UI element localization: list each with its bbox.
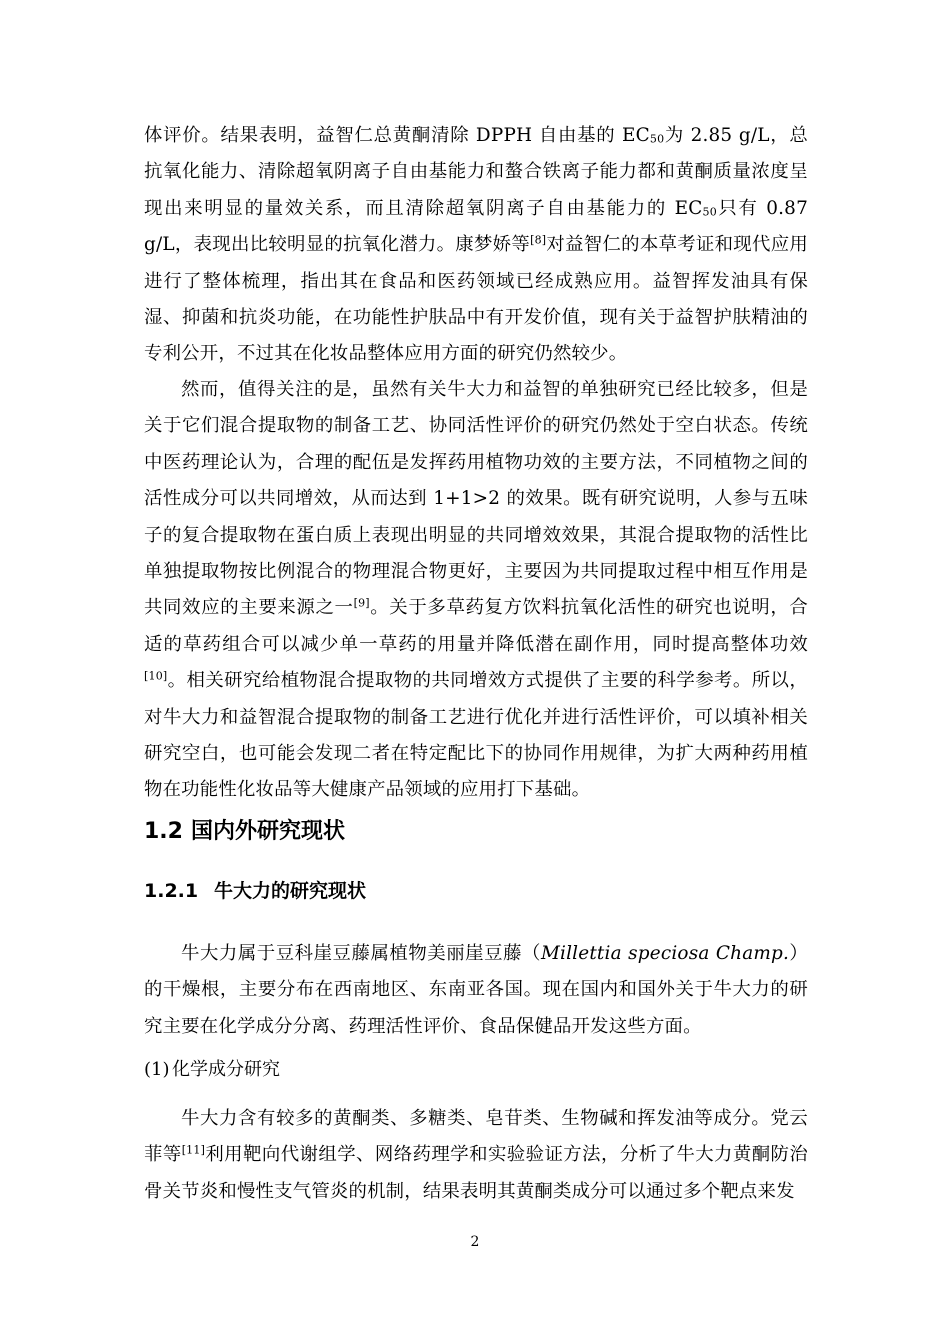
subitem-heading — [144, 1057, 808, 1083]
section-title: 国内外研究现状 — [191, 819, 346, 844]
paragraph-antioxidant-yizhi — [144, 118, 808, 373]
subsection-heading — [144, 877, 808, 905]
citation-ref: [11] — [181, 1143, 206, 1157]
subscript: 50 — [649, 132, 665, 146]
subscript: 50 — [702, 205, 717, 219]
citation-ref: [10] — [144, 669, 168, 683]
subitem-number: (1) — [144, 1059, 170, 1080]
latin-name: Millettia speciosa Champ. — [540, 943, 790, 964]
text-run: 牛大力属于豆科崖豆藤属植物美丽崖豆藤（ — [181, 943, 541, 964]
section-heading-1-2 — [144, 817, 808, 847]
citation-ref: [8] — [530, 233, 547, 247]
paragraph-niudali-intro — [144, 936, 808, 1045]
body-paragraph — [144, 1101, 808, 1210]
text-run: 。关于多草药复方饮料抗氧化活性的研究也说明，合适的草药组合可以减少单一草药的用量并降低潜在副作用，同时提高整体功效 — [144, 597, 808, 655]
page-number: 2 — [470, 1234, 480, 1250]
text-run: 。相关研究给植物混合提取物的共同增效方式提供了主要的科学参考。所以，对牛大力和益智混合提取物的制备工艺进行优化并进行活性评价，可以填补相关研究空白，也可能会发现二者在特定配比下的协同作用规律，为扩大两种药用植物在功能性化妆品等大健康产品领域的应用打下基础。 — [144, 670, 808, 801]
subsection-number: 1.2.1 — [144, 880, 199, 902]
subsection-title: 牛大力的研究现状 — [214, 880, 367, 902]
section-number: 1.2 — [144, 819, 183, 844]
paragraph-chemical-components — [144, 1101, 808, 1210]
text-run: ）的干燥根，主要分布在西南地区、东南亚各国。现在国内和国外关于牛大力的研究主要在化学成分分离、药理活性评价、食品保健品开发这些方面。 — [144, 943, 808, 1037]
text-run: 利用靶向代谢组学、网络药理学和实验验证方法，分析了牛大力黄酮防治骨关节炎和慢性支气管炎的机制，结果表明其黄酮类成分可以通过多个靶点来发 — [144, 1144, 808, 1202]
text-run: 为 2.85 g/L，总抗氧化能力、清除超氧阴离子自由基能力和螯合铁离子能力都和黄酮质量浓度呈现出来明显的量效关系，而且清除超氧阴离子自由基能力的 EC — [144, 125, 808, 219]
body-paragraph — [144, 118, 808, 373]
text-run: 体评价。结果表明，益智仁总黄酮清除 DPPH 自由基的 EC — [144, 125, 650, 146]
subitem-heading-1 — [144, 1057, 808, 1083]
section-heading — [144, 817, 808, 847]
subitem-title: 化学成分研究 — [172, 1059, 280, 1080]
subsection-heading-1-2-1 — [144, 877, 808, 905]
body-paragraph — [144, 372, 808, 809]
citation-ref: [9] — [353, 596, 370, 610]
text-run: 对益智仁的本草考证和现代应用进行了整体梳理，指出其在食品和医药领域已经成熟应用。益智挥发油具有保湿、抑菌和抗炎功能，在功能性护肤品中有开发价值，现有关于益智护肤精油的专利公开，不过其在化妆品整体应用方面的研究仍然较少。 — [144, 234, 808, 365]
body-paragraph — [144, 936, 808, 1045]
text-run: 然而，值得关注的是，虽然有关牛大力和益智的单独研究已经比较多，但是关于它们混合提取物的制备工艺、协同活性评价的研究仍然处于空白状态。传统中医药理论认为，合理的配伍是发挥药用植物功效的主要方法，不同植物之间的活性成分可以共同增效，从而达到 1+1>2 的效果。既有研究说明，人参与五味子的复合提取物在蛋白质上表现出明显的共同增效效果，其混合提取物的活性比单独提取物按比例混合的物理混合物更好，主要因为共同提取过程中相互作用是共同效应的主要来源之一 — [144, 379, 808, 619]
text-run: 牛大力含有较多的黄酮类、多糖类、皂苷类、生物碱和挥发油等成分。党云菲等 — [144, 1108, 808, 1166]
paragraph-synergy-gap — [144, 372, 808, 809]
text-run: 只有 0.87 g/L，表现出比较明显的抗氧化潜力。康梦娇等 — [144, 197, 808, 256]
